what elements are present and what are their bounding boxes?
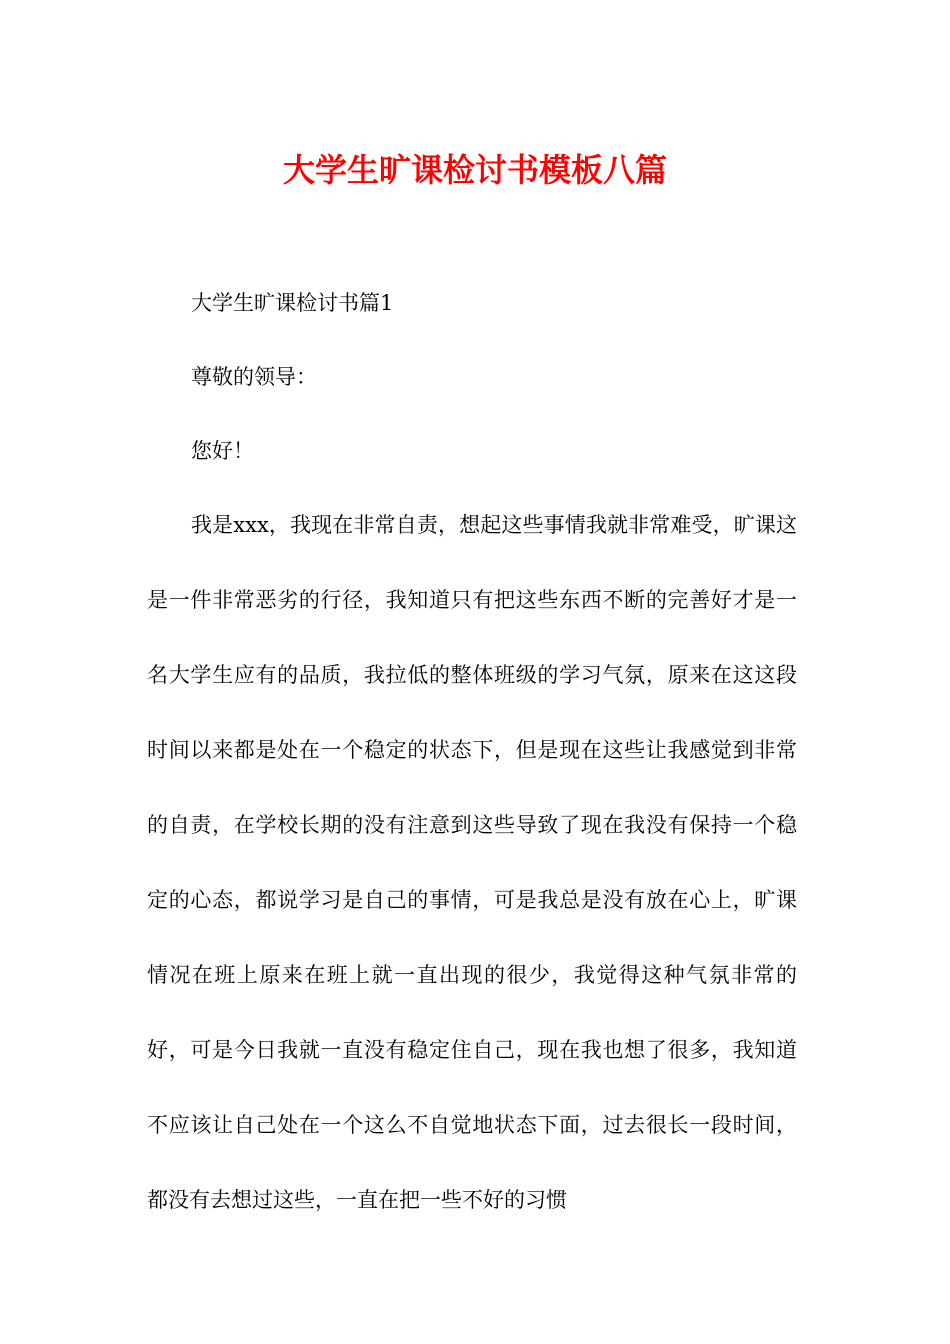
greeting: 您好！ (191, 439, 254, 463)
document-body (147, 285, 797, 1275)
salutation: 尊敬的领导： (191, 365, 317, 389)
body-paragraph: 我是xxx，我现在非常自责，想起这些事情我就非常难受，旷课这是一件非常恶劣的行径，我知道只有把这些东西不断的完善好才是一名大学生应有的品质，我拉低的整体班级的学习气氛，原来在这这段时间以来都是处在一个稳定的状态下，但是现在这些让我感觉到非常的自责，在学校长期的没有注意到这些导致了现在我没有保持一个稳定的心态，都说学习是自己的事情，可是我总是没有放在心上，旷课情况在班上原来在班上就一直出现的很少，我觉得这种气氛非常的好，可是今日我就一直没有稳定住自己，现在我也想了很多，我知道不应该让自己处在一个这么不自觉地状态下面，过去很长一段时间，都没有去想过这些，一直在把一些不好的习惯 (147, 513, 797, 1212)
section-heading: 大学生旷课检讨书篇1 (191, 291, 394, 315)
document-title: 大学生旷课检讨书模板八篇 (282, 151, 667, 189)
